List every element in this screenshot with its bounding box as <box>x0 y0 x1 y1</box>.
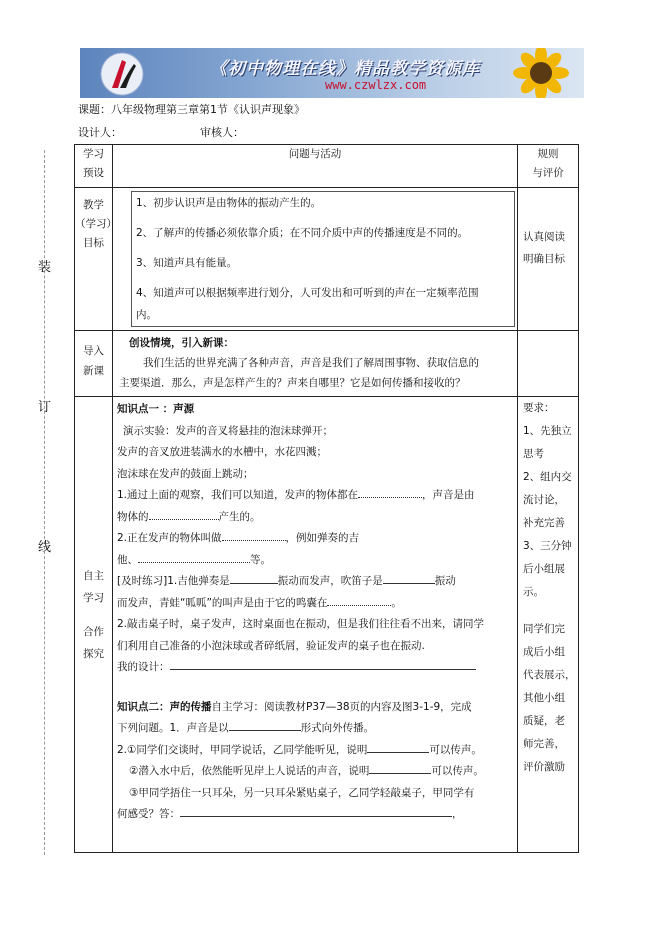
lesson-title: 课题：八年级物理第三章第1节《认识声现象》 <box>78 103 305 116</box>
margin-mark-xian: 线 <box>38 540 52 555</box>
fill-blank[interactable] <box>229 720 301 731</box>
goal-item: 1、初步认识声是由物体的振动产生的。 <box>136 197 322 209</box>
fill-blank[interactable] <box>383 573 435 584</box>
intro-row <box>75 331 579 397</box>
question-2-cont: 他、 等。 <box>117 553 271 566</box>
fill-blank[interactable] <box>138 553 250 563</box>
goals-rule: 认真阅读 明确目标 <box>518 188 579 331</box>
knowledge-point-2: 知识点二：声的传播自主学习：阅读教材P37—38页的内容及图3-1-9，完成 <box>117 700 472 713</box>
fill-blank[interactable] <box>230 573 278 584</box>
header-rules: 规则 与评价 <box>518 145 579 188</box>
study-content <box>113 397 518 853</box>
demo-text: 泡沫球在发声的鼓面上跳动； <box>117 467 254 480</box>
k2-question-2b: ②潜入水中后，依然能听见岸上人说话的声音，说明 可以传声。 <box>129 765 484 777</box>
intro-text: 我们生活的世界充满了各种声音，声音是我们了解周围事物、获取信息的 <box>143 357 479 369</box>
k2-question-1: 下列问题。1．声音是以 形式向外传播。 <box>117 722 375 734</box>
fill-blank[interactable] <box>222 531 286 541</box>
intro-label: 导入 新课 <box>75 331 113 397</box>
study-label: 自主 学习 合作 探究 <box>75 397 113 853</box>
knowledge-point-1-title: 知识点一 ：声源 <box>117 403 195 415</box>
fill-blank[interactable] <box>327 596 391 606</box>
demo-text: 发声的音叉放进装满水的水槽中，水花四溅； <box>117 446 327 458</box>
goals-row <box>75 188 579 331</box>
reviewer-label: 审核人： <box>200 126 244 139</box>
k2-question-2c: ③甲同学捂住一只耳朵，另一只耳朵紧贴桌子，乙同学轻敲桌子，甲同学有 <box>129 786 475 799</box>
header-activities: 问题与活动 <box>113 145 518 188</box>
sunflower-icon <box>506 48 576 98</box>
question-1-cont: 物体的 产生的。 <box>117 510 261 523</box>
logo-icon <box>100 52 144 96</box>
practice-2: 2.敲击桌子时，桌子发声，这时桌面也在振动，但是我们往往看不出来，请同学 <box>117 618 485 630</box>
designer-label: 设计人： <box>78 126 122 139</box>
lesson-table <box>74 144 579 853</box>
goal-item: 4、知道声可以根据频率进行划分，人可发出和可听到的声在一定频率范围 <box>136 287 479 299</box>
fill-blank[interactable] <box>149 510 219 520</box>
margin-mark-ding: 订 <box>38 400 52 415</box>
study-row <box>75 397 579 853</box>
banner-title: 《初中物理在线》精品教学资源库 <box>210 59 480 79</box>
goals-content <box>113 188 518 331</box>
banner-url[interactable]: www.czwlzx.com <box>325 78 427 92</box>
intro-heading: 创设情境，引入新课： <box>129 337 234 349</box>
goal-item: 2、了解声的传播必须依靠介质；在不同介质中声的传播速度是不同的。 <box>136 227 469 239</box>
answer-blank[interactable] <box>180 806 452 817</box>
fill-blank[interactable] <box>358 488 422 498</box>
header-banner <box>80 48 584 98</box>
question-2: 2.正在发声的物体叫做 ，例如弹奏的吉 <box>117 532 360 544</box>
design-blank[interactable] <box>170 659 476 670</box>
k2-answer-line: 何感受？答： ， <box>117 808 463 820</box>
practice-2-cont: 们利用自己准备的小泡沫球或者碎纸屑，验证发声的桌子也在振动. <box>117 639 425 652</box>
study-rule: 要求： 1、先独立 思考 2、组内交 流讨论， 补充完善 3、三分钟 后小组展 示。 同学们完 成后小组 代表展示， 其他小组 质疑，老 师完善， 评价激励 <box>518 397 579 853</box>
design-line: 我的设计： <box>117 657 513 679</box>
header-preset: 学习 预设 <box>75 145 113 188</box>
demo-text: 演示实验：发声的音叉将悬挂的泡沫球弹开； <box>123 424 333 437</box>
practice-1: [及时练习]1.吉他弹奏是 振动而发声，吹笛子是 振动 <box>117 575 456 587</box>
fill-blank[interactable] <box>367 742 429 753</box>
k2-question-2a: 2.①同学们交谈时，甲同学说话，乙同学能听见，说明 可以传声。 <box>117 743 482 756</box>
intro-text: 主要渠道．那么，声是怎样产生的？声来自哪里？它是如何传播和接收的？ <box>119 377 466 389</box>
goals-label: 教学 （学习） 目标 <box>75 188 113 331</box>
margin-mark-zhuang: 装 <box>38 260 52 275</box>
goal-item: 内。 <box>136 309 157 321</box>
intro-content <box>113 331 518 397</box>
goal-item: 3、知道声具有能量。 <box>136 257 238 269</box>
practice-1-cont: 而发声，青蛙“呱呱”的叫声是由于它的鸣囊在 。 <box>117 596 402 609</box>
fill-blank[interactable] <box>369 763 431 774</box>
table-header-row <box>75 145 579 188</box>
question-1: 1.通过上面的观察，我们可以知道，发声的物体都在 ，声音是由 <box>117 489 475 501</box>
intro-rule <box>518 331 579 397</box>
